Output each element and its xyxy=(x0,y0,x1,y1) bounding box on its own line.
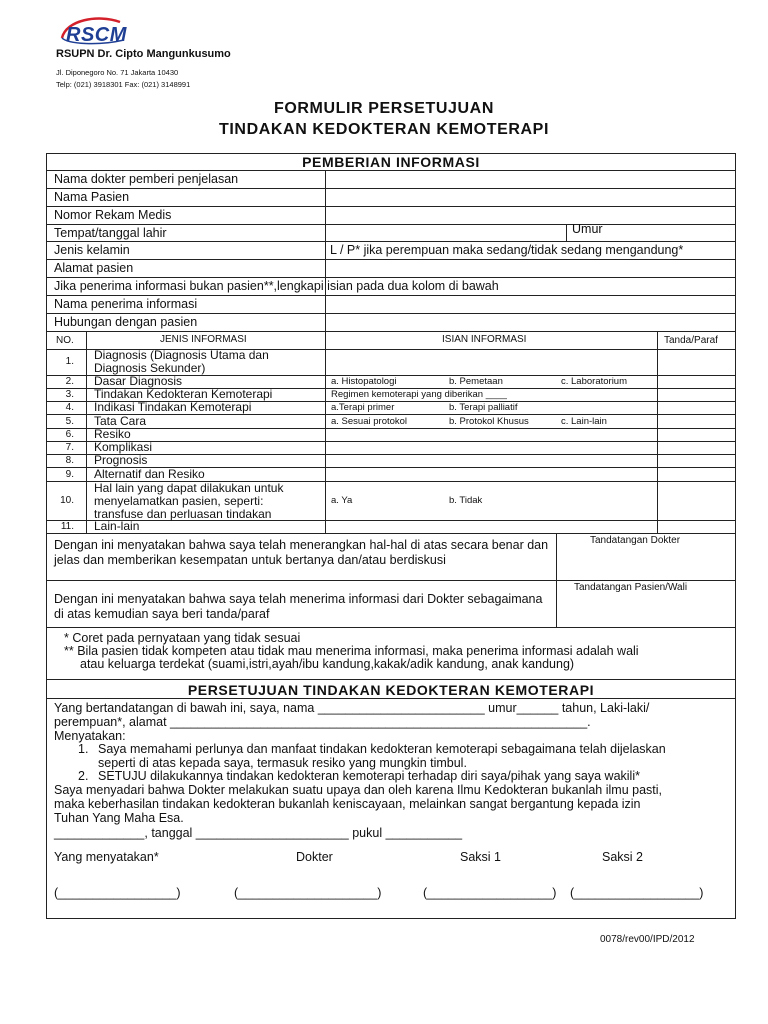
row-option: a.Terapi primer xyxy=(331,402,395,413)
receiver-name-field[interactable] xyxy=(327,297,734,312)
note-guardian-cont: atau keluarga terdekat (suami,istri,ayah/ibu kandung,kakak/adik kandung, anak kandung) xyxy=(80,657,575,671)
row-option: a. Histopatologi xyxy=(331,376,397,387)
doctor-name-field[interactable] xyxy=(327,172,734,187)
signature-line-witness2[interactable]: (__________________) xyxy=(570,886,704,900)
row-number: 7. xyxy=(65,442,74,453)
row-label: Prognosis xyxy=(94,453,148,467)
divider xyxy=(46,241,736,242)
signer-witness2: Saksi 2 xyxy=(602,850,643,864)
divider xyxy=(46,170,736,171)
row-label: Alternatif dan Resiko xyxy=(94,467,205,481)
row-label: Resiko xyxy=(94,427,131,441)
consent-line2: perempuan*, alamat ____________________________________________________________. xyxy=(54,715,591,729)
row-label: Lain-lain xyxy=(94,519,140,533)
rscm-logo xyxy=(58,14,178,48)
divider xyxy=(46,224,736,225)
label-birth: Tempat/tanggal lahir xyxy=(54,226,167,240)
col-divider xyxy=(556,533,557,627)
divider xyxy=(46,331,736,332)
consent-aware3: Tuhan Yang Maha Esa. xyxy=(54,811,184,825)
form-code: 0078/rev00/IPD/2012 xyxy=(600,934,695,945)
logo-text: RSCM xyxy=(66,24,127,46)
form-title-line2: TINDAKAN KEDOKTERAN KEMOTERAPI xyxy=(219,121,549,138)
row-label: menyelamatkan pasien, seperti: xyxy=(94,494,264,508)
row-number: 8. xyxy=(65,455,74,466)
row-number: 6. xyxy=(65,429,74,440)
signer-witness1: Saksi 1 xyxy=(460,850,501,864)
row-number: 11. xyxy=(60,521,74,532)
signature-line-witness1[interactable]: (__________________) xyxy=(423,886,557,900)
row-label: Hal lain yang dapat dilakukan untuk xyxy=(94,481,284,495)
row-number: 1. xyxy=(65,356,74,367)
row-number: 4. xyxy=(65,402,74,413)
consent-item1-cont: seperti di atas kepada saya, termasuk resiko yang mungkin timbul. xyxy=(98,756,467,770)
consent-declare: Menyatakan: xyxy=(54,729,126,743)
age-field[interactable] xyxy=(606,226,734,240)
col-divider xyxy=(657,331,658,533)
signer-doctor: Dokter xyxy=(296,850,333,864)
relation-field[interactable] xyxy=(327,315,734,330)
divider xyxy=(46,259,736,260)
row-option: b. Protokol Khusus xyxy=(449,416,529,427)
label-record: Nomor Rekam Medis xyxy=(54,208,172,222)
consent-aware2: maka keberhasilan tindakan kedokteran bukanlah keniscayaan, melainkan sangat bergantung kepada izin xyxy=(54,797,641,811)
row-option: b. Pemetaan xyxy=(449,376,503,387)
divider xyxy=(46,454,736,455)
divider xyxy=(46,277,736,278)
item-number: 1. xyxy=(78,742,89,756)
section-heading-consent: PERSETUJUAN TINDAKAN KEDOKTERAN KEMOTERAPI xyxy=(187,682,595,698)
label-patient: Nama Pasien xyxy=(54,190,130,204)
divider xyxy=(46,188,736,189)
row-label: transfuse dan perluasan tindakan xyxy=(94,507,272,521)
col-header-content: ISIAN INFORMASI xyxy=(442,334,527,345)
divider xyxy=(46,698,736,699)
label-address: Alamat pasien xyxy=(54,261,134,275)
row-label: Tata Cara xyxy=(94,414,147,428)
hospital-phone: Telp: (021) 3918301 Fax: (021) 3148991 xyxy=(56,80,191,89)
hospital-address: Jl. Diponegoro No. 71 Jakarta 10430 xyxy=(56,68,179,77)
divider xyxy=(46,428,736,429)
item-number: 2. xyxy=(78,769,89,783)
row-option: b. Terapi palliatif xyxy=(449,402,518,413)
divider xyxy=(46,679,736,680)
date-line: _____________, tanggal ______________________ pukul ___________ xyxy=(54,826,463,840)
gender-value: L / P* jika perempuan maka sedang/tidak sedang mengandung* xyxy=(330,243,684,257)
divider xyxy=(46,533,736,534)
divider xyxy=(46,414,736,415)
row-number: 9. xyxy=(65,469,74,480)
row-option: b. Tidak xyxy=(449,495,483,506)
consent-line1: Yang bertandatangan di bawah ini, saya, nama ________________________ umur______ tahun, Laki-laki/ xyxy=(54,701,650,715)
label-gender: Jenis kelamin xyxy=(54,243,130,257)
divider xyxy=(46,313,736,314)
signer-declarant: Yang menyatakan* xyxy=(54,850,159,864)
consent-item2: SETUJU dilakukannya tindakan kedokteran kemoterapi terhadap diri saya/pihak yang saya wakili* xyxy=(98,769,640,783)
col-divider xyxy=(325,170,326,331)
row-label: Diagnosis (Diagnosis Utama dan xyxy=(94,348,269,362)
divider xyxy=(46,580,736,581)
receiver-note: Jika penerima informasi bukan pasien**,lengkapi isian pada dua kolom di bawah xyxy=(54,279,499,293)
row-label: Indikasi Tindakan Kemoterapi xyxy=(94,400,252,414)
row-label: Komplikasi xyxy=(94,440,153,454)
col-divider xyxy=(566,224,567,241)
label-relation: Hubungan dengan pasien xyxy=(54,315,198,329)
row-number: 5. xyxy=(65,416,74,427)
signature-line-declarant[interactable]: (_________________) xyxy=(54,886,181,900)
row-number: 3. xyxy=(65,389,74,400)
note-guardian: ** Bila pasien tidak kompeten atau tidak mau menerima informasi, maka penerima informasi adalah wali xyxy=(64,644,639,658)
label-receiver: Nama penerima informasi xyxy=(54,297,198,311)
col-header-sign: Tanda/Paraf xyxy=(664,335,718,346)
form-title-line1: FORMULIR PERSETUJUAN xyxy=(273,100,494,117)
note-strike: * Coret pada pernyataan yang tidak sesuai xyxy=(64,631,301,645)
col-divider xyxy=(86,331,87,533)
col-header-no: NO. xyxy=(56,335,74,346)
doctor-signature-box[interactable] xyxy=(558,550,734,578)
divider xyxy=(46,627,736,628)
hospital-name: RSUPN Dr. Cipto Mangunkusumo xyxy=(56,48,231,60)
row-label: Tindakan Kedokteran Kemoterapi xyxy=(94,387,273,401)
patient-signature-box[interactable] xyxy=(558,597,734,625)
section-heading-information: PEMBERIAN INFORMASI xyxy=(302,154,480,170)
consent-aware1: Saya menyadari bahwa Dokter melakukan suatu upaya dan oleh karena Ilmu Kedokteran bukanlah ilmu pasti, xyxy=(54,783,663,797)
address-field[interactable] xyxy=(327,261,734,276)
divider xyxy=(46,295,736,296)
record-number-field[interactable] xyxy=(327,208,734,223)
patient-statement: Dengan ini menyatakan bahwa saya telah menerima informasi dari Dokter sebagaimana di atas kemudian saya beri tanda/paraf xyxy=(54,592,543,621)
col-header-type: JENIS INFORMASI xyxy=(160,334,247,345)
doctor-statement: Dengan ini menyatakan bahwa saya telah menerangkan hal-hal di atas secara benar dan jelas dan memberikan kesempatan untuk bertanya dan/atau berdiskusi xyxy=(54,538,549,567)
consent-item1: Saya memahami perlunya dan manfaat tindakan kedokteran kemoterapi sebagaimana telah dijelaskan xyxy=(98,742,666,756)
row-option: a. Sesuai protokol xyxy=(331,416,408,427)
signature-line-doctor[interactable]: (____________________) xyxy=(234,886,382,900)
birth-field[interactable] xyxy=(327,226,564,240)
divider xyxy=(46,206,736,207)
col-divider xyxy=(325,331,326,533)
label-doctor: Nama dokter pemberi penjelasan xyxy=(54,172,239,186)
row-number: 2. xyxy=(65,376,74,387)
row-option: c. Lain-lain xyxy=(561,416,607,427)
patient-name-field[interactable] xyxy=(327,190,734,205)
row-option: c. Laboratorium xyxy=(561,376,628,387)
row-label: Diagnosis Sekunder) xyxy=(94,361,206,375)
row-label: Dasar Diagnosis xyxy=(94,374,183,388)
row-option: Regimen kemoterapi yang diberikan ____ xyxy=(331,389,507,400)
label-age: Umur xyxy=(572,222,603,236)
doctor-signature-label: Tandatangan Dokter xyxy=(590,535,681,546)
row-number: 10. xyxy=(60,495,74,506)
patient-signature-label: Tandatangan Pasien/Wali xyxy=(574,582,688,593)
row-option: a. Ya xyxy=(331,495,353,506)
